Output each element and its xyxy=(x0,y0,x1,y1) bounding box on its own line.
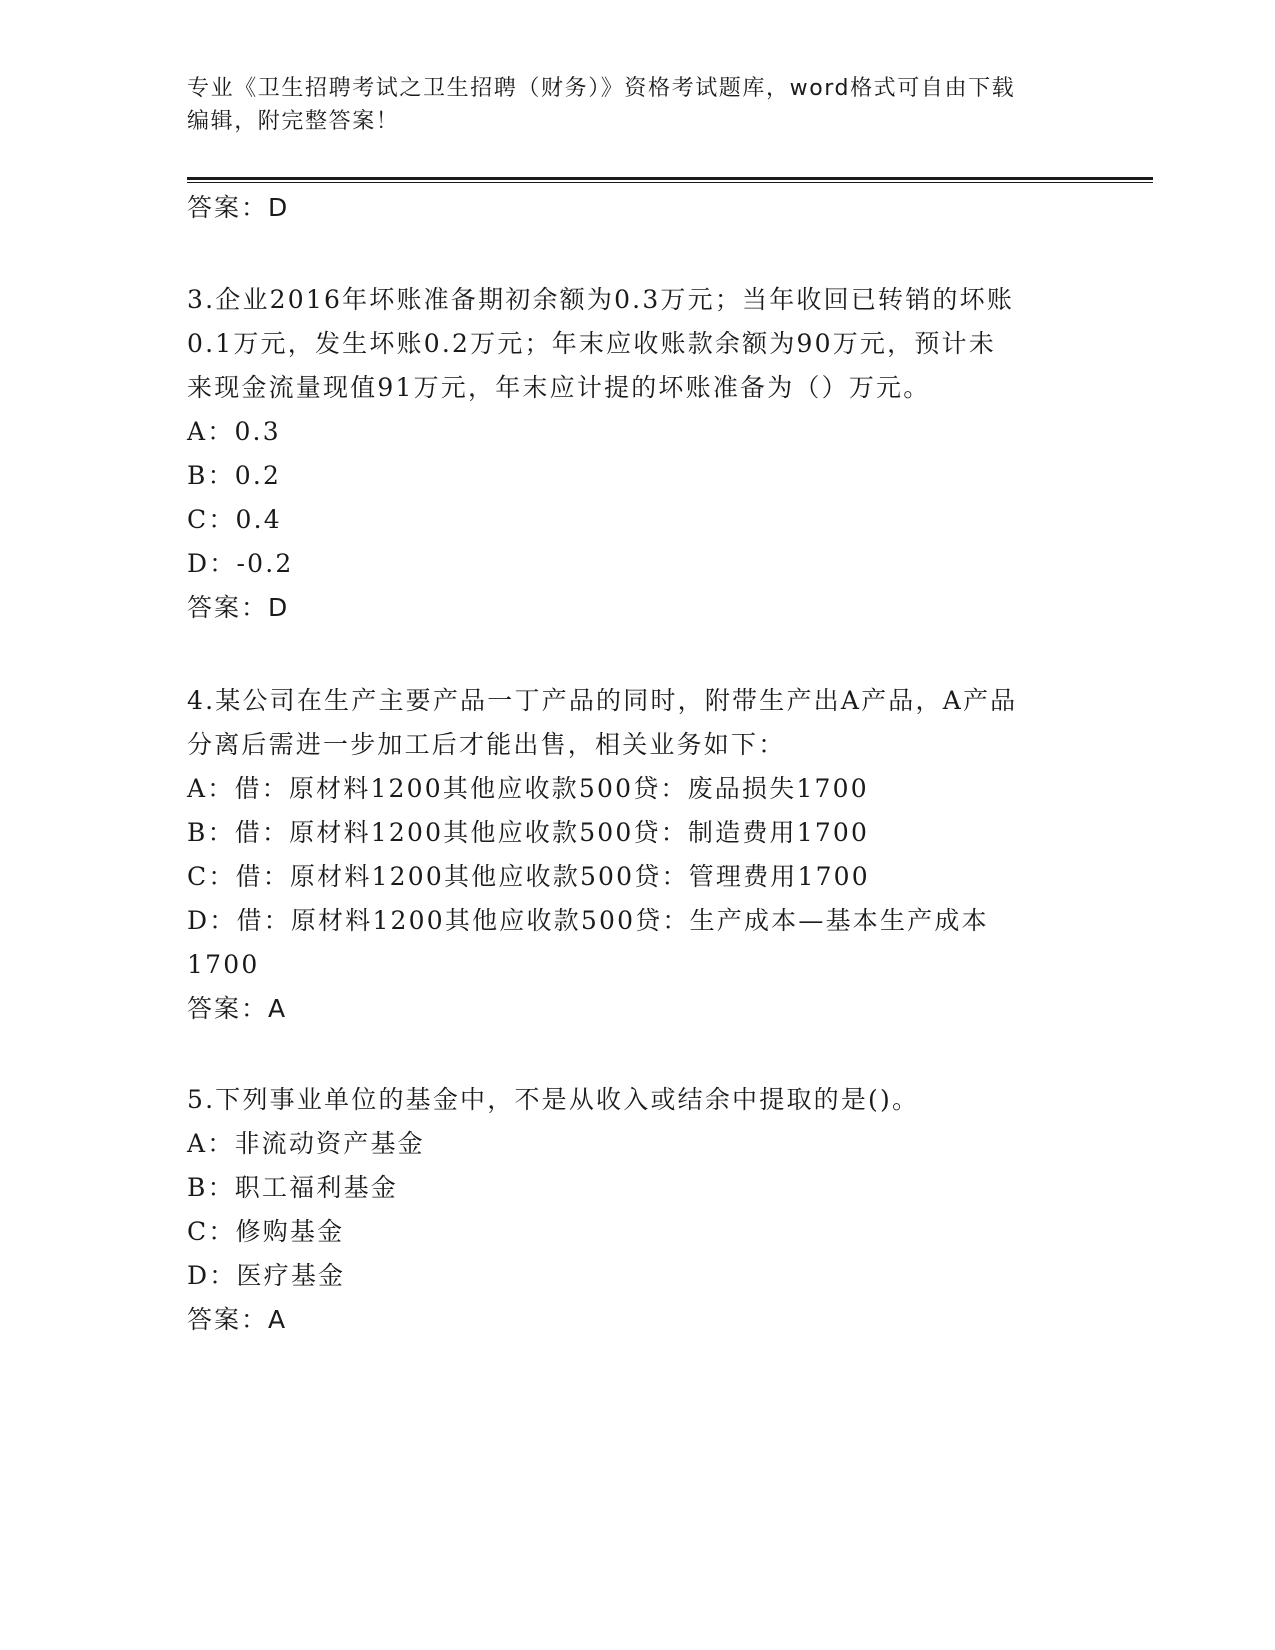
q4-option-a: A：借：原材料1200其他应收款500贷：废品损失1700 xyxy=(187,774,869,803)
previous-answer: 答案：D xyxy=(187,193,290,222)
q3-option-a: A：0.3 xyxy=(187,417,281,446)
q5-option-b: B：职工福利基金 xyxy=(187,1173,398,1202)
header-rule-thick xyxy=(187,177,1153,180)
q5-answer: 答案：A xyxy=(187,1305,288,1334)
q4-option-c: C：借：原材料1200其他应收款500贷：管理费用1700 xyxy=(187,862,870,891)
q3-option-d: D：-0.2 xyxy=(187,549,294,578)
q3-answer: 答案：D xyxy=(187,593,290,622)
header-line-2: 编辑，附完整答案！ xyxy=(187,109,400,134)
q5-option-c: C：修购基金 xyxy=(187,1217,345,1246)
q4-text-line-2: 分离后需进一步加工后才能出售，相关业务如下： xyxy=(187,730,786,759)
header-line-1: 专业《卫生招聘考试之卫生招聘（财务）》资格考试题库，word格式可自由下载 xyxy=(187,76,1016,101)
q3-text-line-3: 来现金流量现值91万元，年末应计提的坏账准备为（）万元。 xyxy=(187,373,931,402)
q3-option-c: C：0.4 xyxy=(187,505,282,534)
q4-answer: 答案：A xyxy=(187,994,288,1023)
q3-option-b: B：0.2 xyxy=(187,461,282,490)
q4-option-b: B：借：原材料1200其他应收款500贷：制造费用1700 xyxy=(187,818,870,847)
q3-text-line-2: 0.1万元，发生坏账0.2万元；年末应收账款余额为90万元，预计未 xyxy=(187,329,996,358)
q4-option-d-continued: 1700 xyxy=(187,950,260,979)
q3-text-line-1: 3.企业2016年坏账准备期初余额为0.3万元；当年收回已转销的坏账 xyxy=(187,285,1015,314)
header-rule-thin xyxy=(187,182,1153,183)
q4-text-line-1: 4.某公司在生产主要产品一丁产品的同时，附带生产出A产品，A产品 xyxy=(187,686,1018,715)
q5-option-d: D：医疗基金 xyxy=(187,1261,346,1290)
q4-option-d: D：借：原材料1200其他应收款500贷：生产成本—基本生产成本 xyxy=(187,906,989,935)
document-header xyxy=(187,72,1087,138)
q5-text-line-1: 5.下列事业单位的基金中，不是从收入或结余中提取的是()。 xyxy=(187,1085,920,1114)
q5-option-a: A：非流动资产基金 xyxy=(187,1129,425,1158)
